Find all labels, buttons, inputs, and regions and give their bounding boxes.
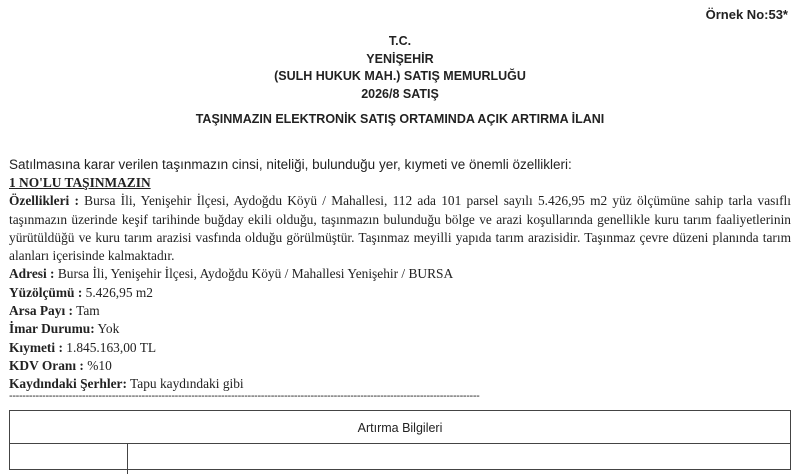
land-share-label: Arsa Payı : <box>9 303 73 319</box>
sample-number: Örnek No:53* <box>705 7 788 22</box>
area-value: 5.426,95 m2 <box>85 284 153 300</box>
annotations-label: Kaydındaki Şerhler: <box>9 376 127 392</box>
vat-label: KDV Oranı : <box>9 357 84 373</box>
property-heading <box>9 174 791 192</box>
property-address <box>9 265 791 283</box>
value-amount: 1.845.163,00 TL <box>66 339 157 355</box>
dashed-separator: ---------------------------------------------------------------------------------------------------------------------------------------------- <box>9 390 480 402</box>
features-value: Bursa İli, Yenişehir İlçesi, Aydoğdu Köyü / Mahallesi, 112 ada 101 parsel sayılı 5.426,95 m2 yüz ölçümüne sahip tarla vasıflı taşınmazın üzerinde keşif tarihinde buğday ekili olduğu, taşınmazın bulunduğu bölge ve arazi koşullarında genellikle kuru tarım faaliyetlerinin yürütüldüğü ve kuru tarım arazisi vasfında olduğu görülmüştür. Taşınmaz meyilli yapıda tarım arazisidir. Taşınmaz çevre düzeni planında tarım alanları içerisinde kalmaktadır. <box>9 193 791 264</box>
address-label: Adresi : <box>9 266 55 282</box>
value-label: Kıymeti : <box>9 339 63 355</box>
property-details <box>9 174 791 394</box>
property-value <box>9 339 791 357</box>
zoning-value: Yok <box>97 321 120 337</box>
header-office: (SULH HUKUK MAH.) SATIŞ MEMURLUĞU <box>274 69 526 83</box>
area-label: Yüzölçümü : <box>9 284 83 300</box>
property-land-share <box>9 302 791 320</box>
property-zoning <box>9 320 791 338</box>
column-divider <box>127 444 128 474</box>
property-area <box>9 284 791 302</box>
header-district: YENİŞEHİR <box>366 51 434 66</box>
intro-text: Satılmasına karar verilen taşınmazın cinsi, niteliği, bulunduğu yer, kıymeti ve önemli özellikleri: <box>9 157 572 172</box>
header-tc: T.C. <box>388 34 412 48</box>
zoning-label: İmar Durumu: <box>9 321 95 337</box>
auction-info-table <box>9 410 791 470</box>
document-header <box>0 33 800 103</box>
features-label: Özellikleri : <box>9 193 79 209</box>
header-case-number: 2026/8 SATIŞ <box>361 86 439 101</box>
annotations-value: Tapu kaydındaki gibi <box>130 376 244 392</box>
property-features <box>9 192 791 265</box>
announcement-title: TAŞINMAZIN ELEKTRONİK SATIŞ ORTAMINDA AÇIK ARTIRMA İLANI <box>195 112 605 126</box>
land-share-value: Tam <box>76 303 100 319</box>
auction-info-row <box>10 443 790 474</box>
address-value: Bursa İli, Yenişehir İlçesi, Aydoğdu Köyü / Mahallesi Yenişehir / BURSA <box>57 266 454 282</box>
property-heading-text: 1 NO'LU TAŞINMAZIN <box>9 175 151 190</box>
auction-info-title: Artırma Bilgileri <box>357 421 443 435</box>
vat-value: %10 <box>87 357 112 373</box>
property-vat <box>9 357 791 375</box>
